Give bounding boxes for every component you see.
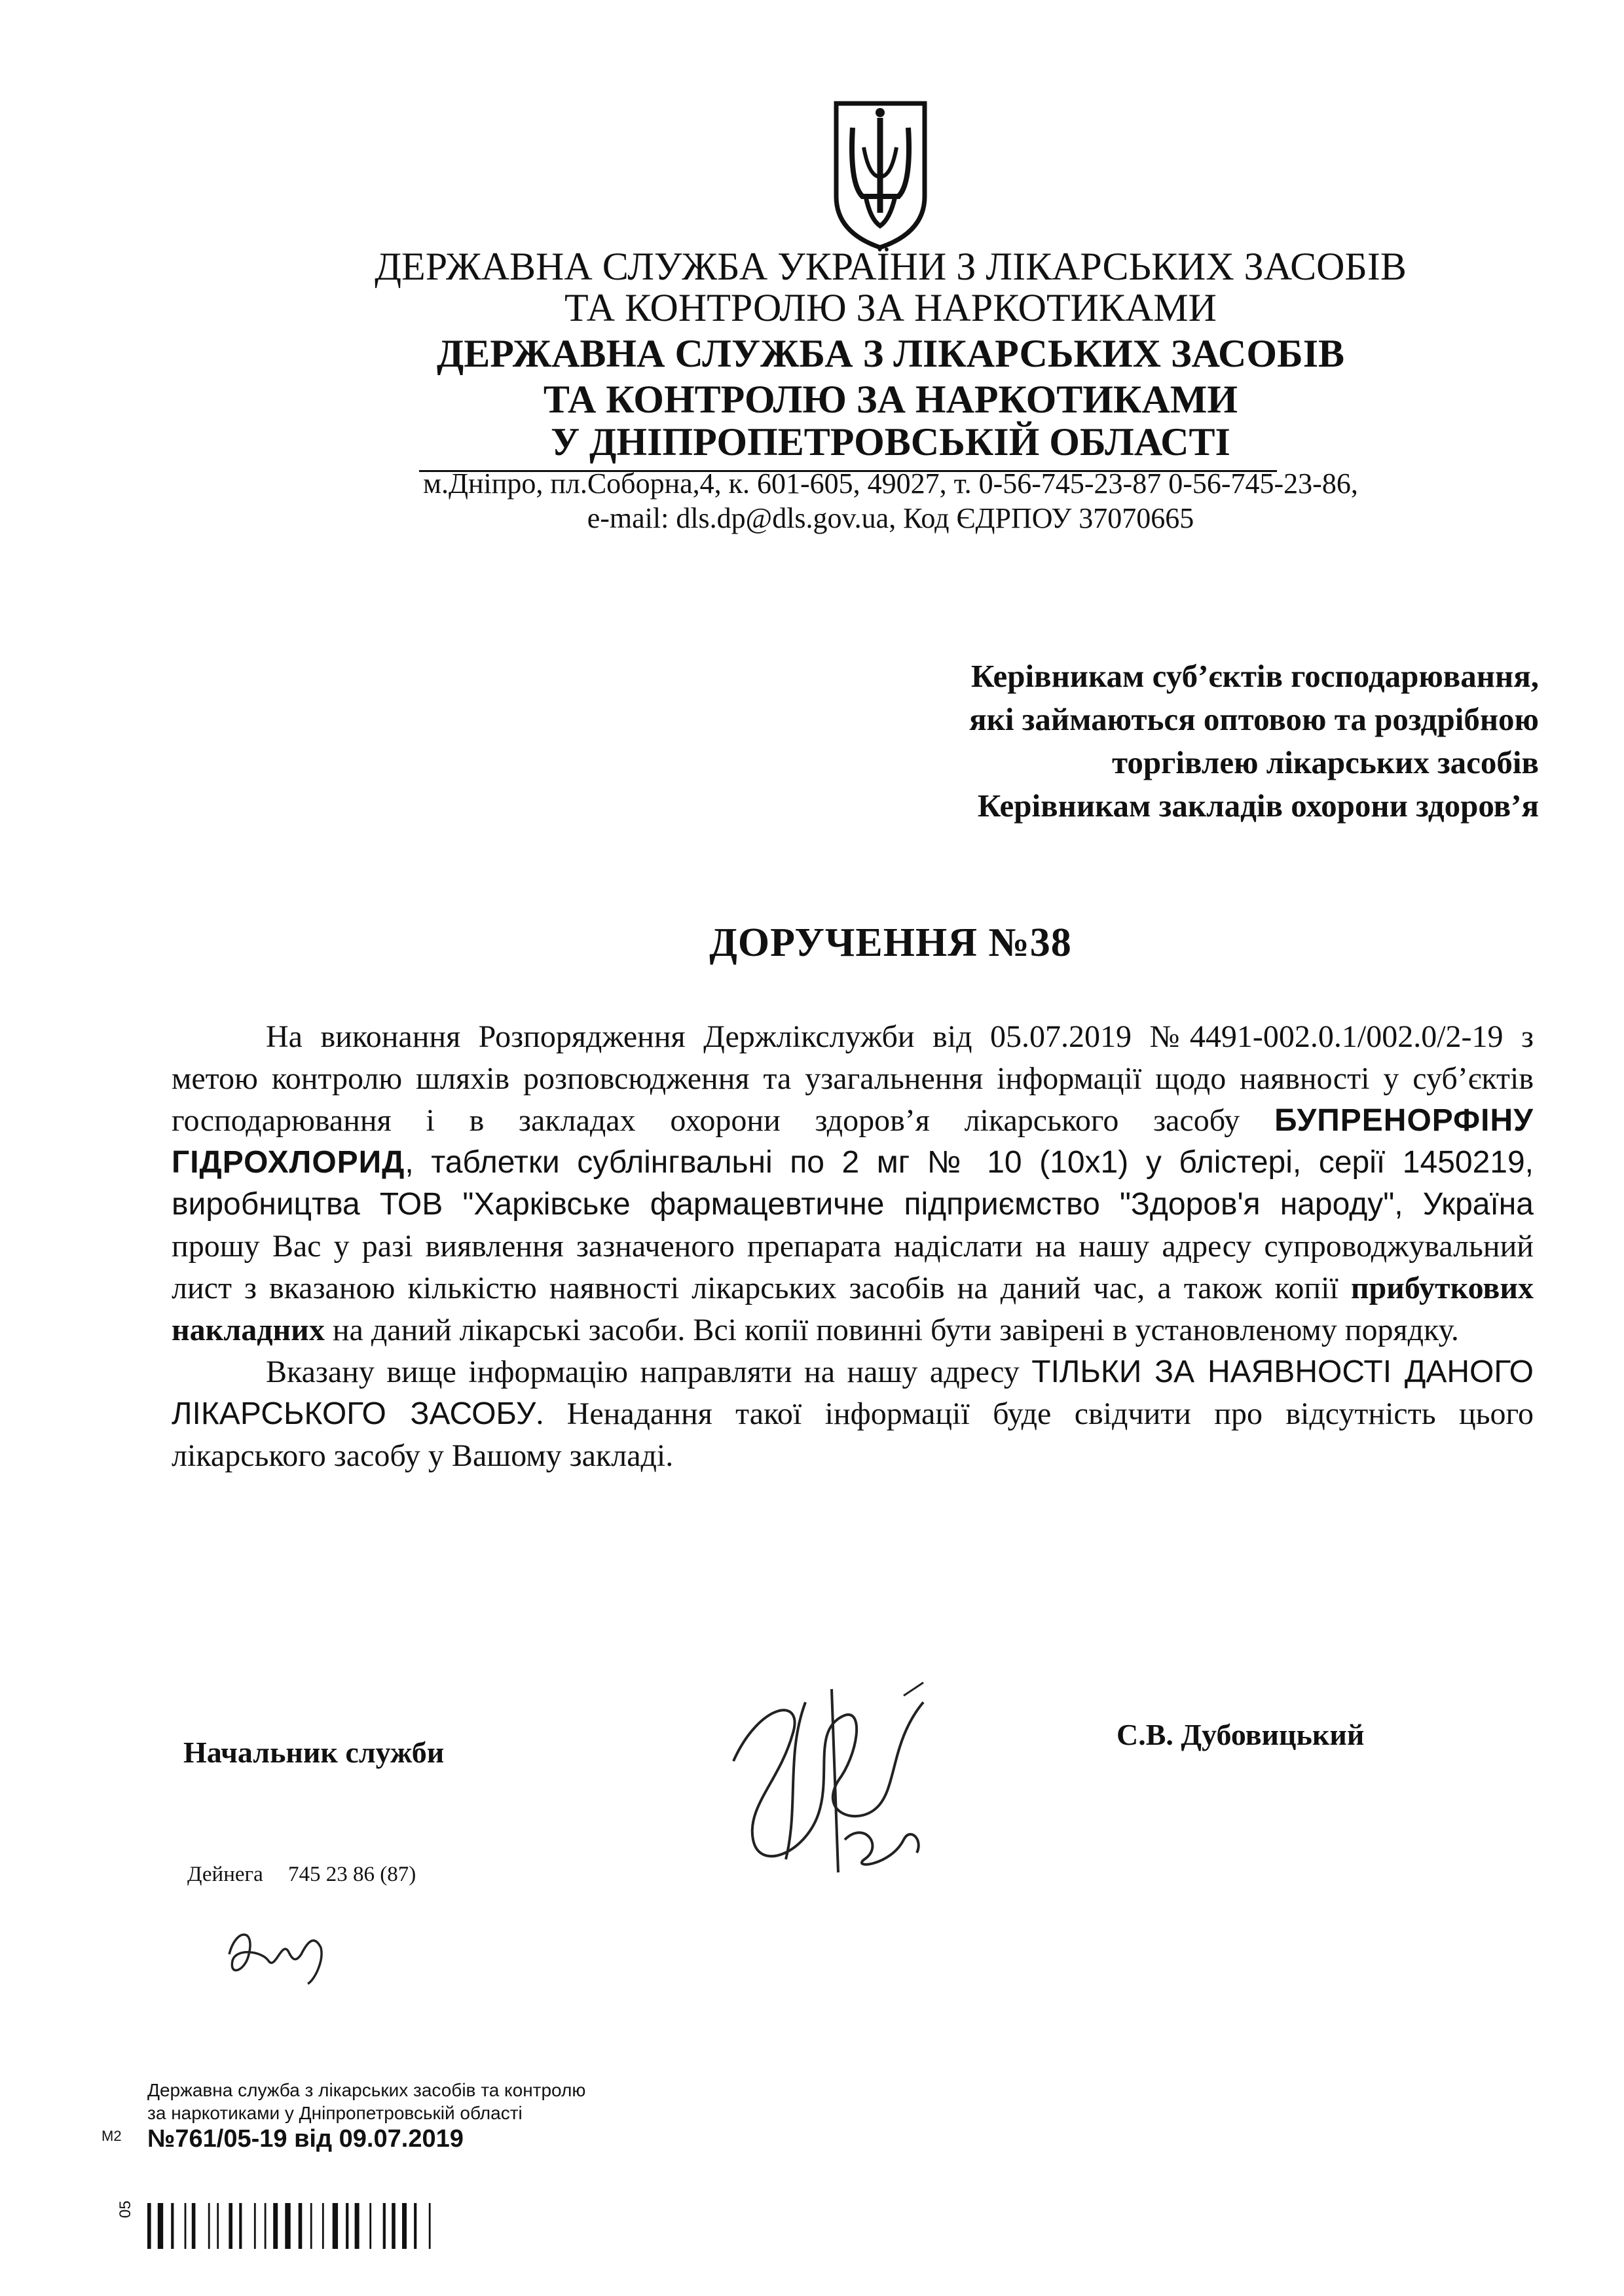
stamp-line-2: за наркотиками у Дніпропетровській області [147, 2103, 523, 2123]
document-body [172, 1016, 1534, 1477]
paragraph-intro: На виконання Розпорядження Держлікслужби від 05.07.2019 №4491-002.0.1/002.0/2-19 з метою контролю шляхів розповсюдження та узагальнення інформації щодо наявності у суб’єктів господарювання і в закладах охорони здоров’я лікарського засобу [172, 1019, 1534, 1138]
org-line-3: У ДНІПРОПЕТРОВСЬКІЙ ОБЛАСТІ [551, 420, 1230, 464]
org-parent-line-2: ТА КОНТРОЛЮ ЗА НАРКОТИКАМИ [564, 286, 1217, 329]
recipient-line: торгівлею лікарських засобів [1111, 744, 1539, 780]
executor-info [187, 1863, 435, 1887]
body-paragraph-2 [172, 1351, 1534, 1477]
stamp-code-vertical: 05 [117, 2200, 134, 2218]
org-line-2: ТА КОНТРОЛЮ ЗА НАРКОТИКАМИ [543, 378, 1238, 421]
recipient-line: Керівникам суб’єктів господарювання, [970, 658, 1539, 694]
document-title: ДОРУЧЕННЯ №38 [709, 920, 1072, 965]
drug-details: , таблетки сублінгвальні по 2 мг № 10 (10х1) у блістері, серії 1450219, виробництва ТОВ "Харківське фармацевтичне підприємство "Здоров'я народу", Україна [172, 1145, 1534, 1222]
signatory-role: Начальник служби [183, 1736, 445, 1769]
registration-stamp [101, 2079, 585, 2153]
paragraph-2-end: . Ненадання такої інформації буде свідчити про відсутність цього лікарського засобу у Вашому закладі. [172, 1396, 1534, 1473]
handwritten-signature [707, 1676, 943, 1886]
availability-caps: ТІЛЬКИ ЗА НАЯВНОСТІ ДАНОГО ЛІКАРСЬКОГО ЗАСОБУ [172, 1355, 1534, 1431]
paragraph-end: на даний лікарські засоби. Всі копії повинні бути завірені в установленому порядку. [324, 1313, 1459, 1347]
signatory-name: С.В. Дубовицький [1116, 1718, 1365, 1751]
stamp-line-1: Державна служба з лікарських засобів та контролю [147, 2080, 586, 2100]
paragraph-2-start: Вказану вище інформацію направляти на нашу адресу [266, 1355, 1032, 1389]
recipients-block [688, 655, 1539, 828]
invoice-emphasis: прибуткових накладних [172, 1271, 1534, 1347]
recipient-line: які займаються оптовою та роздрібною [969, 701, 1539, 737]
barcode [147, 2203, 521, 2249]
org-parent-line-1: ДЕРЖАВНА СЛУЖБА УКРАЇНИ З ЛІКАРСЬКИХ ЗАСОБІВ [375, 245, 1407, 288]
stamp-code-left: M2 [101, 2128, 122, 2144]
registration-number: №761/05-19 від 09.07.2019 [147, 2125, 464, 2153]
executor-name: Дейнега [187, 1863, 263, 1886]
paragraph-request: прошу Вас у разі виявлення зазначеного препарата надіслати на нашу адресу супроводжувальний лист з вказаною кількістю наявності лікарських засобів на даний час, а також копії [172, 1229, 1534, 1305]
executor-phone: 745 23 86 (87) [287, 1863, 416, 1886]
body-paragraph-1 [172, 1016, 1534, 1351]
recipient-line: Керівникам закладів охорони здоров’я [977, 788, 1539, 824]
trident-emblem-icon [830, 98, 931, 252]
drug-name: БУПРЕНОРФІНУ ГІДРОХЛОРИД [172, 1103, 1534, 1180]
address-line-1: м.Дніпро, пл.Соборна,4, к. 601-605, 49027, т. 0-56-745-23-87 0-56-745-23-86, [423, 467, 1358, 500]
handwritten-initials [216, 1915, 341, 1987]
address-line-2: e-mail: dls.dp@dls.gov.ua, Код ЄДРПОУ 37070665 [587, 502, 1194, 534]
org-line-1: ДЕРЖАВНА СЛУЖБА З ЛІКАРСЬКИХ ЗАСОБІВ [436, 332, 1345, 375]
